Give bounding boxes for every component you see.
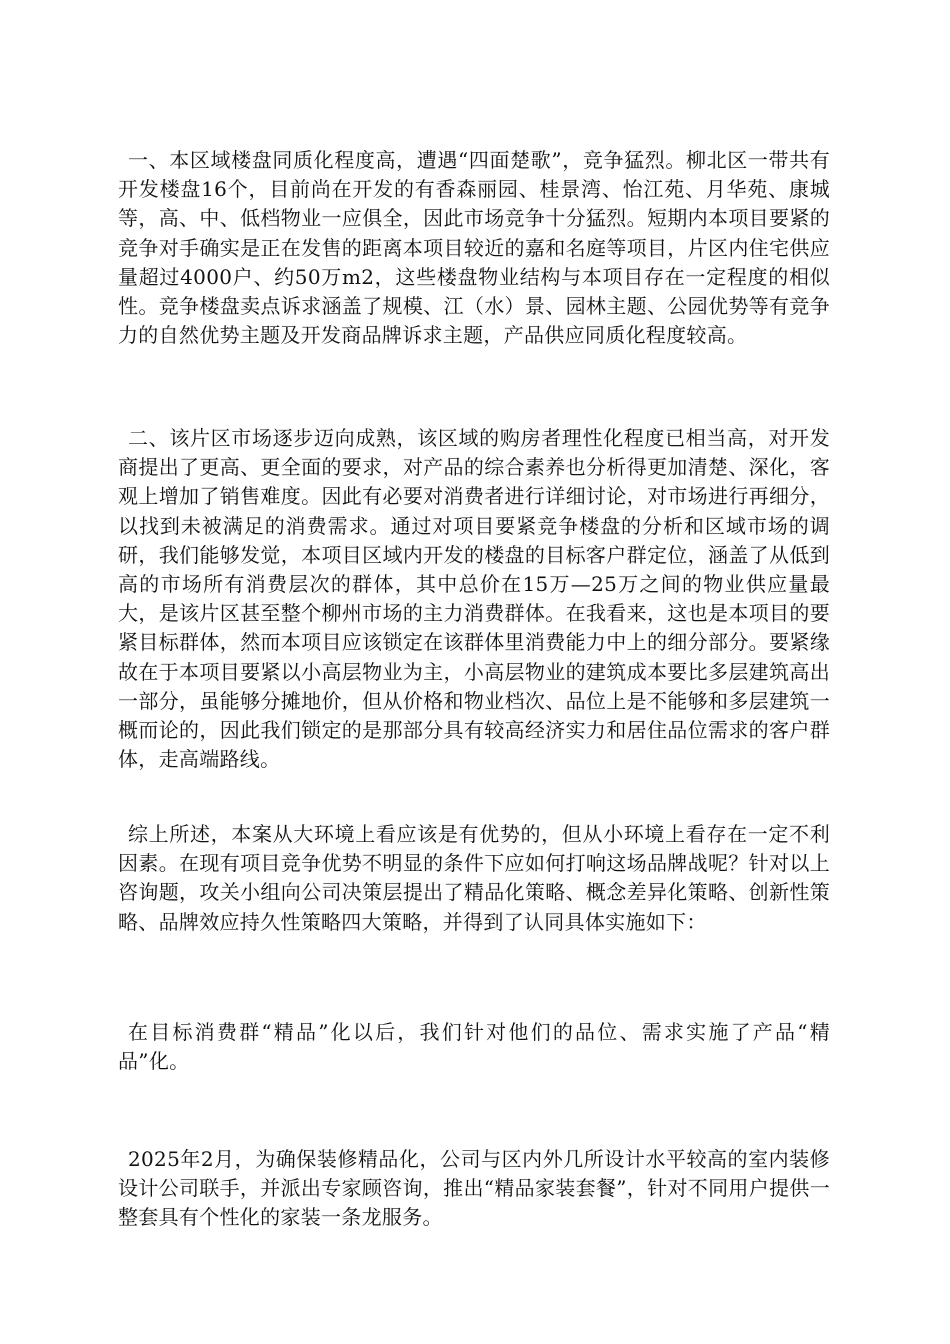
- paragraph-summary-strategy: 综上所述，本案从大环境上看应该是有优势的，但从小环境上看存在一定不利因素。在现有项目竞争优势不明显的条件下应如何打响这场品牌战呢？针对以上咨询题，攻关小组向公司决策层提出了精品化策略、概念差异化策略、创新性策略、品牌效应持久性策略四大策略，并得到了认同具体实施如下：: [118, 822, 830, 934]
- paragraph-decoration-package: 2025年2月，为确保装修精品化，公司与区内外几所设计水平较高的室内装修设计公司联手，并派出专家顾咨询，推出“精品家装套餐”，针对不同用户提供一整套具有个性化的家装一条龙服务。: [118, 1147, 830, 1230]
- paragraph-product-quality: 在目标消费群“精品”化以后，我们针对他们的品位、需求实施了产品“精品”化。: [118, 1020, 830, 1074]
- paragraph-market-maturity: 二、该片区市场逐步迈向成熟，该区域的购房者理性化程度已相当高，对开发商提出了更高、更全面的要求，对产品的综合素养也分析得更加清楚、深化，客观上增加了销售难度。因此有必要对消费者进行详细讨论，对市场进行再细分，以找到未被满足的消费需求。通过对项目要紧竞争楼盘的分析和区域市场的调研，我们能够发觉，本项目区域内开发的楼盘的目标客户群定位，涵盖了从低到高的市场所有消费层次的群体，其中总价在15万—25万之间的物业供应量最大，是该片区甚至整个柳州市场的主力消费群体。在我看来，这也是本项目的要紧目标群体，然而本项目应该锁定在该群体里消费能力中上的细分部分。要紧缘故在于本项目要紧以小高层物业为主，小高层物业的建筑成本要比多层建筑高出一部分，虽能够分摊地价，但从价格和物业档次、品位上是不能够和多层建筑一概而论的，因此我们锁定的是那部分具有较高经济实力和居住品位需求的客户群体，走高端路线。: [118, 426, 830, 772]
- paragraph-competition: 一、本区域楼盘同质化程度高，遭遇“四面楚歌”，竞争猛烈。柳北区一带共有开发楼盘16个，目前尚在开发的有香森丽园、桂景湾、怡江苑、月华苑、康城等，高、中、低档物业一应俱全，因此市场竞争十分猛烈。短期内本项目要紧的竞争对手确实是正在发售的距离本项目较近的嘉和名庭等项目，片区内住宅供应量超过4000户、约50万m2，这些楼盘物业结构与本项目存在一定程度的相似性。竞争楼盘卖点诉求涵盖了规模、江（水）景、园林主题、公园优势等有竞争力的自然优势主题及开发商品牌诉求主题，产品供应同质化程度较高。: [118, 148, 830, 348]
